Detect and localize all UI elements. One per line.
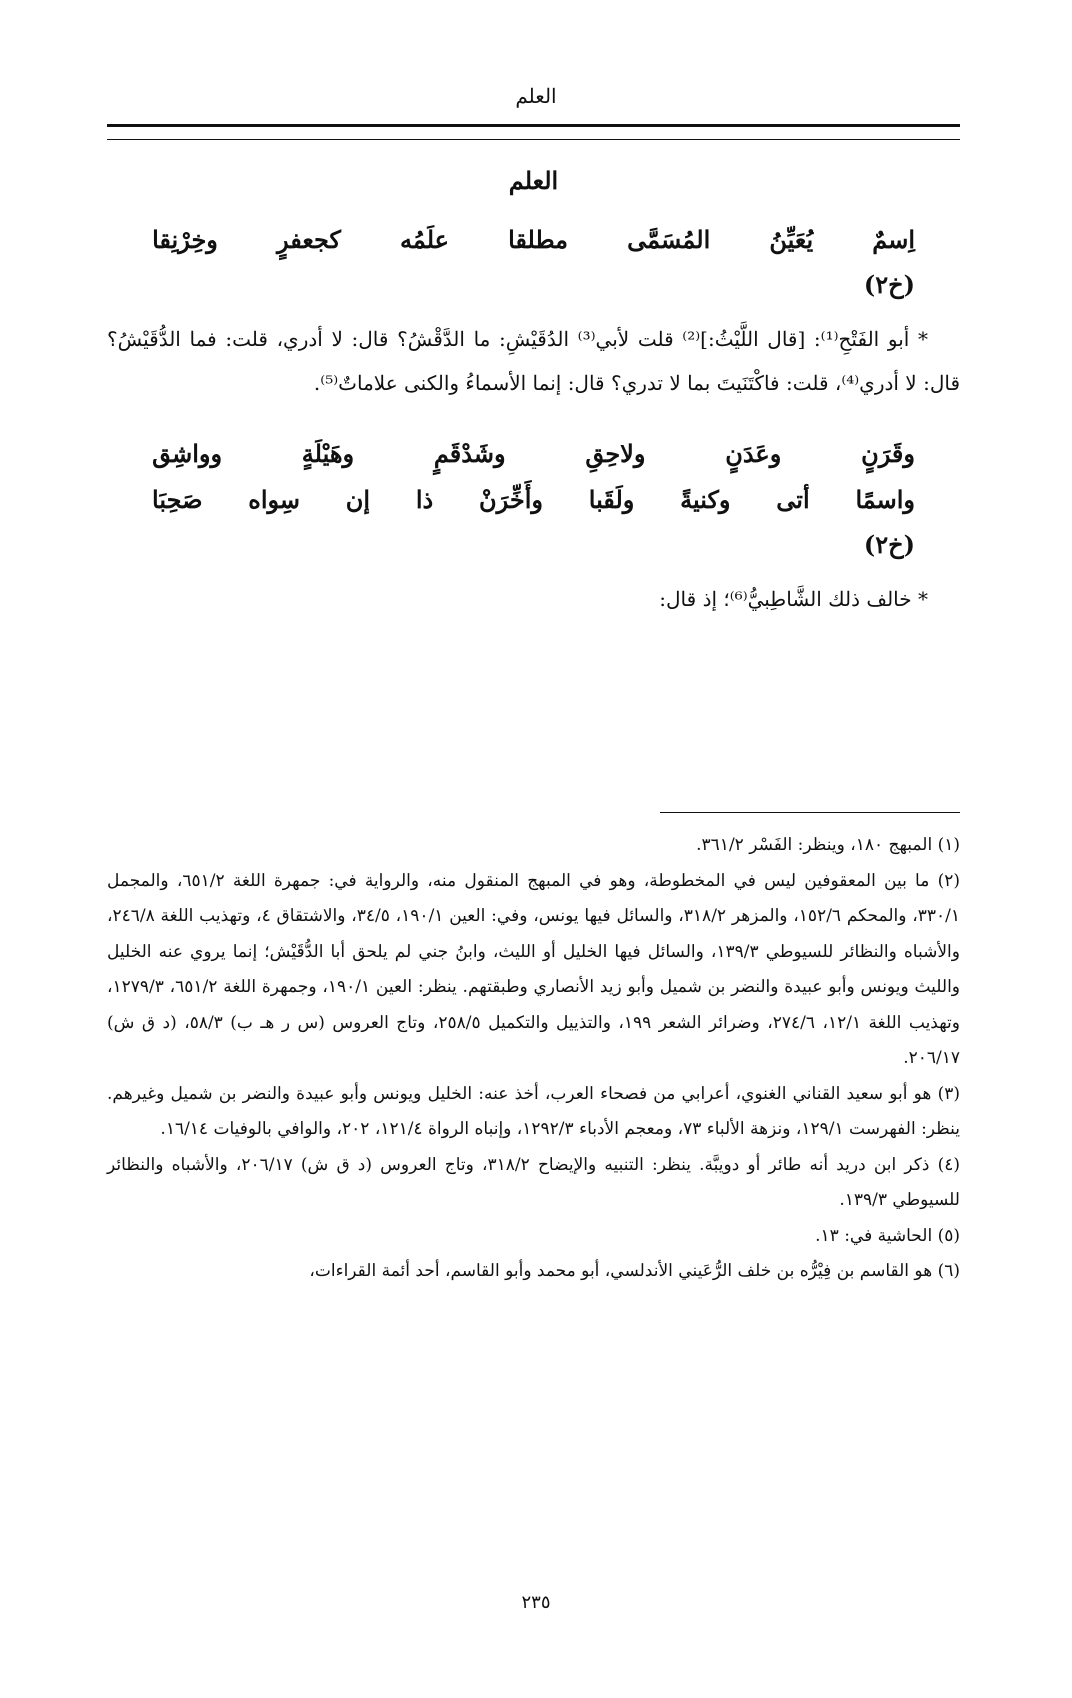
verse-word: وهَيْلَةٍ	[301, 439, 355, 468]
verse-word: سِواه	[248, 485, 300, 514]
verse-word: كجعفرٍ	[276, 225, 341, 254]
verse-line-1	[107, 217, 960, 263]
verse-word: وخِرْنِقا	[152, 225, 218, 254]
verse-word: صَحِبَا	[152, 485, 203, 514]
verse-word: إن	[345, 485, 371, 514]
footnote: (٦) هو القاسم بن فِيْرُّه بن خلف الرُّعَيني الأندلسي، أبو محمد وأبو القاسم، أحد أئمة القراءات،	[309, 1261, 960, 1281]
header-rule-thin	[107, 139, 960, 140]
prose-text: * أبو الفَتْحِ⁽¹⁾: [قال اللَّيْثُ:]⁽²⁾ قلت لأبي⁽³⁾ الدُقَيْشِ: ما الدَّقْشُ؟ قال: لا أدري، قلت: فما الدُّقَيْشُ؟ قال: لا أدري⁽⁴⁾، قلت: فاكْتَنَيتَ بما لا تدري؟ قال: إنما الأسماءُ والكنى علاماتٌ⁽⁵⁾.	[107, 327, 960, 395]
prose-text: * خالف ذلك الشَّاطِبيُّ⁽⁶⁾؛ إذ قال:	[659, 587, 928, 611]
verse-line-3	[107, 477, 960, 523]
footnote: (٢) ما بين المعقوفين ليس في المخطوطة، وهو في المبهج المنقول منه، والرواية في: جمهرة اللغة ٦٥١/٢، والمجمل ٣٣٠/١، والمحكم ١٥٢/٦، والمزهر ٣١٨/٢، والسائل فيها يونس، وفي: العين ١٩٠/١، ٣٤/٥، والاشتقاق ٤، وتهذيب اللغة ٢٤٦/٨، والأشباه والنظائر للسيوطي ١٣٩/٣، والسائل فيها الخليل أو الليث، وابنُ جني لم يلحق أبا الدُّقَيْش؛ إنما يروي عنه الخليل والليث ويونس وأبو عبيدة والنضر بن شميل وأبو زيد الأنصاري وطبقتهم. ينظر: العين ١٩٠/١، وجمهرة اللغة ٦٥١/٢، ١٢٧٩/٣، وتهذيب اللغة ١٢/١، ٢٧٤/٦، وضرائر الشعر ١٩٩، والتذييل والتكميل ٢٥٨/٥، وتاج العروس (س ر هـ ب) ٥٨/٣، (د ق ش) ٢٠٦/١٧.	[107, 870, 961, 1068]
verse-line-2	[107, 431, 960, 477]
footnote: (٥) الحاشية في: ١٣.	[815, 1225, 960, 1246]
prose-paragraph-2	[107, 577, 960, 621]
verse-word: وعَدَنٍ	[725, 439, 782, 468]
footnotes	[107, 828, 960, 1290]
verse-word: وواشِق	[152, 439, 223, 468]
section-title: العلم	[508, 166, 559, 195]
verse-code-2: (خ٢)	[863, 530, 915, 559]
verse-word: اِسمٌ	[872, 225, 915, 254]
footnote: (٣) هو أبو سعيد القناني الغنوي، أعرابي من فصحاء العرب، أخذ عنه: الخليل ويونس وأبو عبيدة والنضر بن شميل وغيرهم. ينظر: الفهرست ١٢٩/١، ونزهة الألباء ٧٣، ومعجم الأدباء ١٢٩٢/٣، وإنباه الرواة ١٢١/٤، ٢٠٢، والوافي بالوفيات ١٦/١٤.	[107, 1083, 960, 1139]
main-text	[107, 158, 960, 633]
verse-code-1: (خ٢)	[863, 270, 915, 299]
prose-paragraph-1	[107, 317, 960, 405]
verse-word: المُسَمَّى	[627, 225, 711, 254]
verse-word: ولاحِقِ	[585, 439, 646, 468]
header-rule-thick	[107, 124, 960, 127]
verse-word: علَمُه	[399, 225, 449, 254]
running-head: العلم	[515, 84, 557, 108]
footnote-separator	[660, 812, 960, 813]
verse-word: وكنيةً	[680, 485, 731, 514]
verse-word: وأَخِّرَنْ	[479, 485, 543, 514]
footnote: (٤) ذكر ابن دريد أنه طائر أو دويبَّة. ينظر: التنبيه والإيضاح ٣١٨/٢، وتاج العروس (د ق ش) ٢٠٦/١٧، والأشباه والنظائر للسيوطي ١٣٩/٣.	[107, 1154, 960, 1210]
verse-word: أتى	[776, 485, 810, 514]
verse-word: ولَقَبا	[588, 485, 635, 514]
verse-word: وقَرَنٍ	[861, 439, 915, 468]
verse-word: وشَدْقَمٍ	[433, 439, 506, 468]
verse-word: مطلقا	[508, 225, 569, 254]
verse-word: واسمًا	[855, 485, 915, 514]
verse-word: يُعَيِّنُ	[769, 225, 814, 254]
verse-word: ذا	[415, 485, 434, 514]
page-number: ٢٣٥	[521, 1592, 551, 1613]
footnote: (١) المبهج ١٨٠، وينظر: الفَسْر ٣٦١/٢.	[696, 835, 960, 855]
